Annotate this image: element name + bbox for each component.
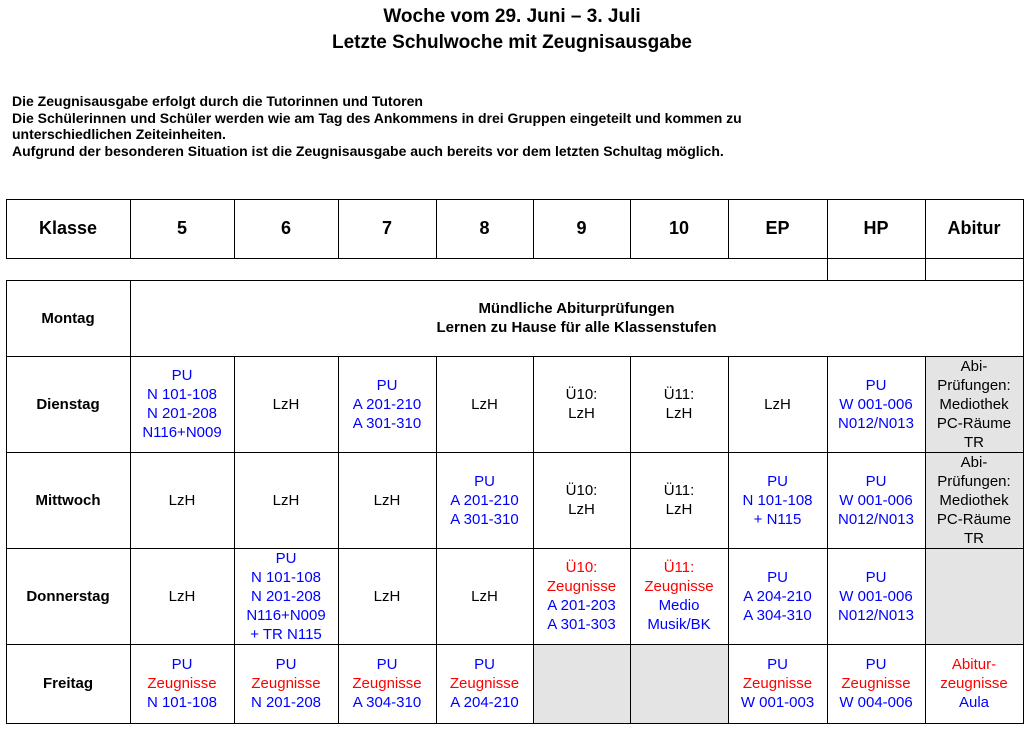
- cell-line: Medio: [658, 597, 700, 614]
- cell-line: A 301-310: [450, 510, 519, 528]
- cell-line: PU: [376, 656, 398, 673]
- cell-line: Ü10:: [565, 559, 598, 576]
- cell-content: [547, 558, 616, 634]
- cell-line: PU: [171, 656, 193, 673]
- grid-line: [533, 644, 534, 724]
- cell-content: [374, 587, 401, 606]
- header-col-9: 9: [576, 218, 587, 238]
- cell-line: Zeugnisse: [352, 675, 422, 692]
- grid-line: [925, 548, 926, 645]
- cell-line: W 001-006: [839, 491, 913, 509]
- cell-content: [940, 655, 1008, 712]
- grid-line: [338, 356, 339, 453]
- grid-line: [630, 644, 631, 724]
- grid-line: [630, 199, 631, 259]
- grid-line: [728, 452, 729, 549]
- cell-line: Musik/BK: [647, 616, 711, 633]
- cell-line: N 101-108: [146, 386, 218, 403]
- cell-line: Zeugnisse: [251, 675, 321, 692]
- grid-line: [6, 199, 7, 259]
- schedule-cell: [436, 356, 533, 452]
- grid-line: [6, 548, 1024, 549]
- header-col-abitur: Abitur: [947, 218, 1001, 238]
- cell-line: N 201-208: [146, 405, 218, 422]
- grid-line: [925, 452, 926, 549]
- schedule-cell: [827, 356, 925, 452]
- grid-line: [6, 644, 1024, 645]
- schedule-cell: [630, 548, 728, 644]
- grid-line: [6, 644, 7, 724]
- cell-line: Zeugnisse: [644, 578, 714, 595]
- cell-line: N 201-208: [250, 694, 322, 711]
- cell-line: LzH: [665, 501, 693, 518]
- grid-line: [533, 356, 534, 453]
- grid-line: [338, 199, 339, 259]
- schedule-cell: [338, 452, 436, 548]
- cell-content: [566, 481, 598, 519]
- grid-line: [925, 199, 926, 259]
- grid-line: [234, 199, 235, 259]
- cell-content: [471, 587, 498, 606]
- cell-line: Ü11:: [663, 386, 695, 403]
- cell-line: N 101-108: [250, 568, 322, 586]
- grid-line: [130, 452, 131, 549]
- cell-line: PU: [767, 656, 788, 673]
- cell-line: A 201-203: [547, 597, 616, 614]
- header-col-hp: HP: [863, 218, 889, 238]
- schedule-cell: [130, 644, 234, 723]
- cell-line: W 001-003: [740, 694, 815, 711]
- cell-line: Zeugnisse: [841, 675, 911, 692]
- cell-content: [471, 395, 498, 414]
- day-dienstag: Dienstag: [36, 395, 100, 413]
- schedule-cell: [630, 356, 728, 452]
- cell-line: N116+N009: [246, 606, 326, 624]
- header-col-5: 5: [176, 218, 187, 238]
- grid-line: [234, 644, 235, 724]
- schedule-cell: [130, 452, 234, 548]
- grid-line: [436, 548, 437, 645]
- header-col-10: 10: [668, 218, 690, 238]
- cell-line: PU: [865, 472, 887, 490]
- cell-line: + N115: [753, 510, 802, 528]
- cell-line: LzH: [568, 501, 595, 518]
- page-subtitle: Letzte Schulwoche mit Zeugnisausgabe: [331, 32, 692, 53]
- grid-line: [6, 548, 7, 645]
- cell-content: [246, 549, 325, 644]
- schedule-cell: [827, 452, 925, 548]
- grid-line: [533, 199, 534, 259]
- intro-line: Die Zeugnisausgabe erfolgt durch die Tutorinnen und Tutoren: [12, 93, 423, 109]
- cell-line: Zeugnisse: [546, 578, 617, 595]
- schedule-cell: [130, 356, 234, 452]
- schedule-cell: [827, 644, 925, 723]
- merged-cell: [130, 280, 1023, 356]
- schedule-cell: [925, 644, 1023, 723]
- cell-line: PU: [865, 568, 887, 586]
- schedule-cell: [234, 452, 338, 548]
- grid-line: [130, 548, 131, 645]
- grid-line: [338, 452, 339, 549]
- day-mittwoch: Mittwoch: [35, 491, 101, 509]
- header-col-8: 8: [479, 218, 490, 238]
- day-montag: Montag: [41, 309, 95, 327]
- cell-line: LzH: [272, 491, 300, 509]
- schedule-cell: [338, 548, 436, 644]
- cell-content: [664, 385, 695, 423]
- cell-line: Zeugnisse: [449, 675, 520, 692]
- cell-line: PU: [767, 568, 788, 586]
- cell-line: Mündliche Abiturprüfungen: [478, 300, 675, 317]
- schedule-cell: [925, 452, 1023, 548]
- cell-content: [566, 385, 598, 423]
- cell-line: LzH: [272, 395, 300, 413]
- intro-text: [12, 93, 1012, 159]
- cell-line: TR: [964, 529, 984, 547]
- intro-line: unterschiedlichen Zeiteinheiten.: [12, 126, 226, 142]
- schedule-cell: [130, 548, 234, 644]
- grid-line: [436, 644, 437, 724]
- grid-line: [827, 199, 828, 259]
- cell-line: Aula: [958, 694, 989, 711]
- cell-line: A 204-210: [450, 694, 519, 711]
- cell-line: Mediothek: [939, 395, 1009, 413]
- schedule-cell: [234, 548, 338, 644]
- cell-content: [838, 376, 914, 433]
- schedule-cell: [533, 356, 630, 452]
- cell-line: N116+N009: [142, 424, 222, 441]
- cell-line: PU: [865, 656, 887, 673]
- cell-line: A 301-303: [547, 616, 616, 633]
- cell-content: [838, 568, 914, 625]
- cell-line: N012/N013: [838, 606, 914, 624]
- schedule-cell: [234, 644, 338, 723]
- cell-content: [374, 491, 401, 510]
- grid-line: [630, 452, 631, 549]
- cell-content: [450, 655, 519, 712]
- cell-content: [664, 481, 695, 519]
- schedule-cell: [728, 452, 827, 548]
- cell-line: + TR N115: [250, 625, 322, 643]
- cell-content: [147, 655, 217, 712]
- cell-content: [741, 655, 814, 712]
- grid-line: [436, 199, 437, 259]
- cell-line: LzH: [168, 587, 196, 605]
- grid-line: [827, 452, 828, 549]
- cell-line: A 301-310: [352, 414, 422, 432]
- cell-line: LzH: [373, 491, 401, 509]
- cell-line: A 201-210: [352, 395, 422, 413]
- cell-line: A 204-210: [743, 587, 812, 605]
- cell-content: [169, 587, 196, 606]
- cell-line: Zeugnisse: [147, 675, 217, 692]
- cell-line: N012/N013: [838, 414, 914, 432]
- cell-line: LzH: [373, 587, 401, 605]
- schedule-cell: [436, 452, 533, 548]
- cell-line: PC-Räume: [936, 414, 1012, 432]
- schedule-cell: [436, 548, 533, 644]
- cell-content: [436, 299, 716, 337]
- grid-line: [130, 356, 131, 453]
- grid-line: [130, 280, 131, 357]
- cell-line: A 201-210: [450, 491, 519, 509]
- cell-line: Abi-: [960, 453, 988, 471]
- intro-line: Die Schülerinnen und Schüler werden wie am Tag des Ankommens in drei Gruppen eingeteilt und kommen zu: [12, 109, 742, 126]
- grid-line: [728, 199, 729, 259]
- schedule-cell: [630, 644, 728, 723]
- grid-line: [925, 644, 926, 724]
- cell-line: zeugnisse: [940, 675, 1008, 692]
- grid-line: [728, 644, 729, 724]
- cell-content: [352, 655, 421, 712]
- cell-line: PU: [376, 376, 398, 394]
- schedule-cell: [533, 452, 630, 548]
- cell-line: Abitur-: [951, 656, 997, 673]
- grid-line: [234, 548, 235, 645]
- grid-line: [6, 452, 1024, 453]
- grid-line: [925, 258, 926, 281]
- schedule-cell: [338, 644, 436, 723]
- schedule-cell: [827, 548, 925, 644]
- cell-content: [251, 655, 321, 712]
- schedule-cell: [728, 548, 827, 644]
- grid-line: [630, 356, 631, 453]
- cell-line: LzH: [471, 587, 498, 605]
- cell-content: [142, 366, 221, 442]
- cell-line: N 101-108: [146, 694, 218, 711]
- grid-line: [533, 548, 534, 645]
- cell-line: A 304-310: [743, 606, 812, 624]
- grid-line: [728, 356, 729, 453]
- cell-line: Prüfungen:: [937, 376, 1011, 394]
- grid-line: [6, 280, 7, 357]
- grid-line: [436, 356, 437, 453]
- schedule-cell: [533, 548, 630, 644]
- cell-line: A 304-310: [352, 694, 422, 711]
- grid-line: [338, 644, 339, 724]
- header-label: Klasse: [38, 218, 98, 238]
- cell-line: Ü11:: [663, 559, 695, 576]
- schedule-cell: [533, 644, 630, 723]
- grid-line: [827, 644, 828, 724]
- grid-line: [533, 452, 534, 549]
- cell-content: [839, 655, 912, 712]
- schedule-cell: [728, 644, 827, 723]
- grid-line: [827, 258, 828, 281]
- cell-content: [742, 472, 812, 529]
- schedule-cell: [234, 356, 338, 452]
- grid-line: [6, 199, 1024, 200]
- cell-line: W 004-006: [839, 694, 913, 711]
- schedule-cell: [630, 452, 728, 548]
- cell-line: PU: [474, 656, 495, 673]
- header-col-6: 6: [280, 218, 291, 238]
- cell-line: TR: [964, 433, 984, 451]
- grid-line: [827, 548, 828, 645]
- cell-line: PU: [275, 549, 297, 567]
- cell-line: Ü11:: [663, 482, 695, 499]
- cell-line: Ü10:: [565, 386, 598, 403]
- cell-content: [273, 395, 300, 414]
- grid-line: [234, 452, 235, 549]
- header-col-7: 7: [381, 218, 392, 238]
- cell-content: [450, 472, 518, 529]
- header-col-ep: EP: [765, 218, 790, 238]
- grid-line: [436, 452, 437, 549]
- cell-content: [353, 376, 421, 433]
- cell-content: [937, 357, 1011, 452]
- cell-line: PU: [474, 472, 495, 490]
- cell-line: LzH: [665, 405, 693, 422]
- page-title: Woche vom 29. Juni – 3. Juli: [383, 6, 641, 27]
- grid-line: [630, 548, 631, 645]
- cell-line: LzH: [764, 395, 791, 413]
- cell-content: [169, 491, 196, 510]
- cell-line: LzH: [168, 491, 196, 509]
- cell-line: PU: [275, 656, 297, 673]
- cell-line: Lernen zu Hause für alle Klassenstufen: [436, 319, 717, 336]
- grid-line: [925, 356, 926, 453]
- grid-line: [728, 548, 729, 645]
- schedule-cell: [728, 356, 827, 452]
- cell-line: Abi-: [960, 357, 988, 375]
- cell-line: Ü10:: [565, 482, 598, 499]
- grid-line: [827, 356, 828, 453]
- day-donnerstag: Donnerstag: [26, 587, 110, 605]
- cell-line: Zeugnisse: [742, 675, 813, 692]
- cell-line: W 001-006: [839, 395, 913, 413]
- schedule-cell: [925, 356, 1023, 452]
- cell-content: [937, 453, 1011, 548]
- cell-line: N012/N013: [838, 510, 914, 528]
- grid-line: [234, 356, 235, 453]
- cell-line: LzH: [471, 395, 498, 413]
- cell-line: Prüfungen:: [937, 472, 1011, 490]
- cell-content: [644, 558, 713, 634]
- schedule-cell: [925, 548, 1023, 644]
- cell-line: N 101-108: [742, 491, 813, 509]
- cell-content: [764, 395, 791, 414]
- grid-line: [130, 199, 131, 259]
- cell-content: [273, 491, 300, 510]
- cell-content: [838, 472, 914, 529]
- grid-line: [338, 548, 339, 645]
- cell-line: PU: [865, 376, 887, 394]
- cell-content: [743, 568, 811, 625]
- cell-line: PU: [171, 367, 193, 384]
- grid-line: [130, 644, 131, 724]
- cell-line: LzH: [568, 405, 595, 422]
- grid-line: [6, 723, 1024, 724]
- grid-line: [6, 356, 1024, 357]
- cell-line: W 001-006: [839, 587, 913, 605]
- day-freitag: Freitag: [42, 675, 93, 692]
- grid-line: [6, 452, 7, 549]
- cell-line: N 201-208: [250, 587, 322, 605]
- grid-line: [6, 258, 1024, 259]
- cell-line: PC-Räume: [936, 510, 1012, 528]
- schedule-cell: [338, 356, 436, 452]
- cell-line: PU: [767, 472, 788, 490]
- grid-line: [6, 356, 7, 453]
- grid-line: [6, 280, 1024, 281]
- schedule-cell: [436, 644, 533, 723]
- cell-line: Mediothek: [939, 491, 1009, 509]
- intro-line: Aufgrund der besonderen Situation ist die Zeugnisausgabe auch bereits vor dem letzten Schultag möglich.: [12, 142, 724, 159]
